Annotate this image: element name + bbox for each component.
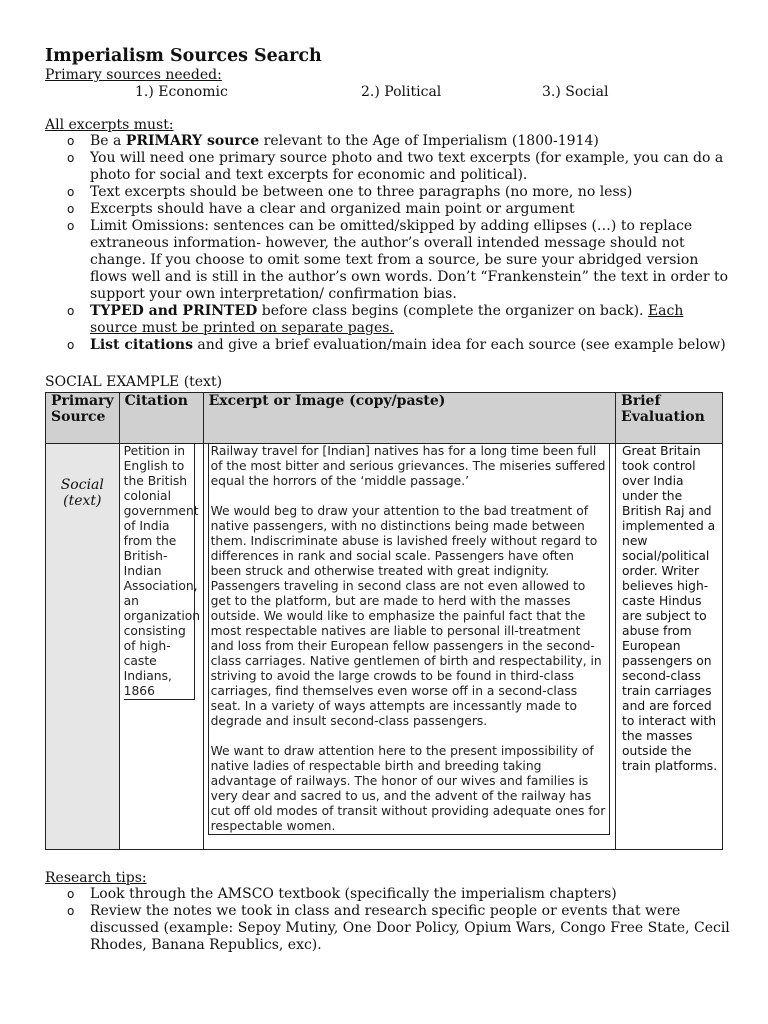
source-type-cell: Social (text) — [46, 444, 120, 850]
excerpt-cell — [203, 444, 615, 850]
source-type-social: 3.) Social — [542, 84, 609, 100]
citation-cell — [119, 444, 203, 850]
bullet-icon: o — [67, 904, 75, 918]
header-citation: Citation — [119, 393, 203, 444]
bullet-icon: o — [67, 304, 75, 318]
list-item: o List citations and give a brief evaluation/main idea for each source (see example below) — [67, 337, 726, 353]
excerpt-requirements-list — [45, 133, 735, 354]
bullet-icon: o — [67, 338, 75, 352]
header-excerpt: Excerpt or Image (copy/paste) — [203, 393, 615, 444]
primary-sources-label: Primary sources needed: — [45, 67, 222, 83]
header-primary-source: Primary Source — [46, 393, 120, 444]
list-item: o Be a PRIMARY source relevant to the Age of Imperialism (1800-1914) — [67, 133, 599, 149]
source-type-economic: 1.) Economic — [135, 84, 228, 100]
example-heading: SOCIAL EXAMPLE (text) — [45, 374, 223, 390]
list-item: o Excerpts should have a clear and organized main point or argument — [67, 201, 575, 217]
bullet-icon: o — [67, 219, 75, 233]
excerpts-label: All excerpts must: — [45, 117, 174, 133]
list-item: o You will need one primary source photo and two text excerpts (for example, you can do a photo for social and text excerpts for economic and political). — [67, 150, 724, 183]
source-type-political: 2.) Political — [361, 84, 442, 100]
bullet-icon: o — [67, 151, 75, 165]
research-tips-list — [45, 886, 735, 954]
excerpt-box — [208, 444, 610, 835]
table-header-row — [46, 393, 723, 444]
table-row — [46, 444, 723, 850]
list-item: o Text excerpts should be between one to three paragraphs (no more, no less) — [67, 184, 633, 200]
list-item: o Look through the AMSCO textbook (specifically the imperialism chapters) — [67, 886, 617, 902]
excerpt-paragraph: Railway travel for [Indian] natives has for a long time been full of the most bitter and serious grievances. The miseries suffered equal the horrors of the ‘middle passage.’ — [210, 444, 606, 488]
example-table — [45, 392, 723, 850]
bullet-icon: o — [67, 185, 75, 199]
evaluation-cell: Great Britain took control over India under the British Raj and implemented a new social/political order. Writer believes high-caste Hindus are subject to abuse from European passengers on second-class train carriages and are forced to interact with the masses outside the train platforms. — [616, 444, 723, 850]
bullet-icon: o — [67, 134, 75, 148]
citation-text: Petition in English to the British colonial government of India from the British-Indian Association, an organization consisting of high-caste Indians, 1866 — [123, 444, 201, 698]
research-tips-label: Research tips: — [45, 870, 147, 886]
excerpt-paragraph: We would beg to draw your attention to the bad treatment of native passengers, with no distinctions being made between them. Indiscriminate abuse is lavished freely without regard to differences in rank and social scale. Passengers have often been struck and otherwise treated with great indignity. Passengers traveling in second class are not even allowed to get to the platform, but are made to herd with the masses outside. We would like to emphasize the painful fact that the most respectable natives are liable to personal ill-treatment and loss from their European fellow passengers in the second-class carriages. Native gentlemen of birth and respectability, in striving to avoid the large crowds to be found in third-class carriages, find themselves even worse off in a second-class seat. In a variety of ways attempts are incessantly made to degrade and insult second-class passengers. — [210, 504, 602, 728]
header-evaluation: Brief Evaluation — [616, 393, 723, 444]
list-item: o Review the notes we took in class and research specific people or events that were discussed (example: Sepoy Mutiny, One Door Policy, Opium Wars, Congo Free State, Cecil Rhodes, Banana Republics, exc). — [67, 903, 730, 953]
excerpt-paragraph: We want to draw attention here to the present impossibility of native ladies of respectable birth and breeding taking advantage of railways. The honor of our wives and families is very dear and sacred to us, and the advent of the railway has cut off old modes of transit without providing adequate ones for respectable women. — [210, 744, 606, 833]
list-item: o TYPED and PRINTED before class begins (complete the organizer on back). Each source must be printed on separate pages. — [67, 303, 684, 336]
page-title: Imperialism Sources Search — [45, 46, 322, 66]
bullet-icon: o — [67, 202, 75, 216]
bullet-icon: o — [67, 887, 75, 901]
list-item: o Limit Omissions: sentences can be omitted/skipped by adding ellipses (…) to replace extraneous information- however, the author’s overall intended message should not change. If you choose to omit some text from a source, be sure your abridged version flows well and is still in the author’s own words. Don’t “Frankenstein” the text in order to support your own interpretation/ confirmation bias. — [67, 218, 729, 302]
